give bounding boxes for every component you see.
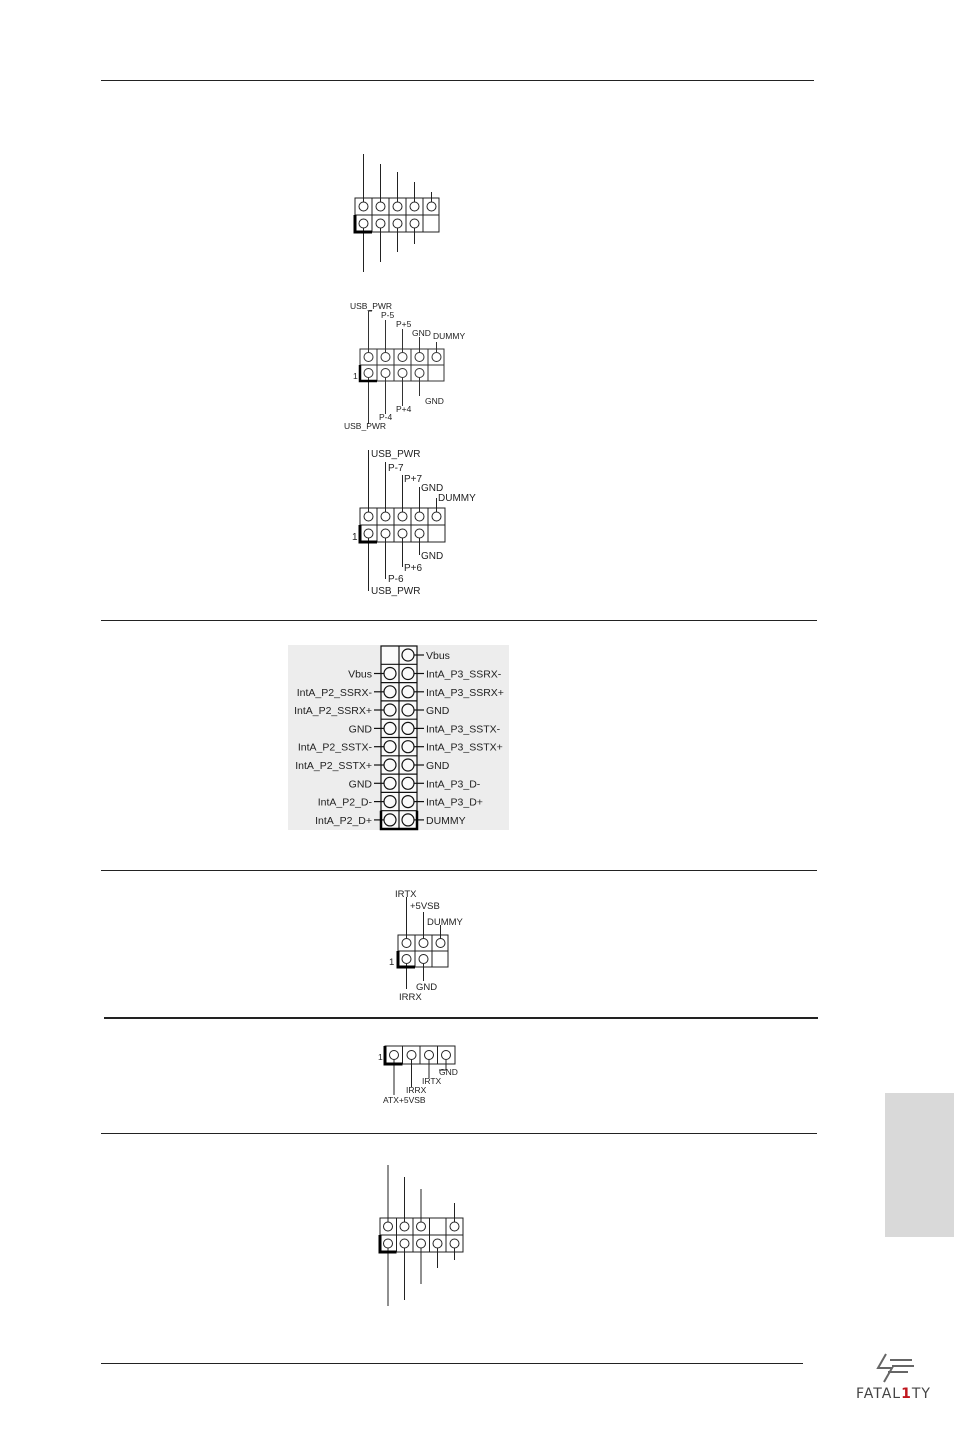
side-tab xyxy=(885,1093,954,1237)
fatal1ty-logo xyxy=(848,1350,938,1410)
section-divider-3 xyxy=(104,1017,818,1019)
cir-label-irtx: IRTX xyxy=(422,1076,442,1086)
usb3-right-label-2: IntA_P3_SSRX- xyxy=(426,668,502,681)
usb3-left-label-9: IntA_P2_D+ xyxy=(315,814,372,827)
usb2c-label-gnd-top: GND xyxy=(421,483,444,494)
usb3-left-label-1: Vbus xyxy=(348,668,372,681)
usb3-left-label-7: GND xyxy=(348,778,372,791)
usb2c-pin1-marker: 1 xyxy=(352,532,358,543)
ir-label-dummy: DUMMY xyxy=(427,917,463,928)
logo-text-highlight: 1 xyxy=(901,1386,912,1402)
usb3-left-label-6: IntA_P2_SSTX+ xyxy=(295,760,372,772)
usb3-right-label-1: Vbus xyxy=(426,650,450,662)
logo-text-before: FATAL xyxy=(856,1386,902,1402)
usb3-left-label-4: GND xyxy=(348,723,372,736)
ir-pin1-marker: 1 xyxy=(389,957,395,968)
usb3-left-label-3: IntA_P2_SSRX+ xyxy=(294,705,372,717)
usb2b-label-gnd-top: GND xyxy=(412,328,431,338)
ir-label-irrx: IRRX xyxy=(399,992,422,1003)
cir-label-gnd: GND xyxy=(439,1067,458,1077)
section-divider-4 xyxy=(101,1133,817,1134)
ir-label-irtx: IRTX xyxy=(395,889,417,900)
usb3-right-label-9: IntA_P3_D+ xyxy=(426,796,483,809)
usb2c-label-dummy: DUMMY xyxy=(438,493,476,504)
section-divider-1 xyxy=(101,620,817,621)
usb3-left-label-2: IntA_P2_SSRX- xyxy=(296,686,372,699)
usb2c-label-p-plus-7: P+7 xyxy=(404,474,423,485)
usb2c-label-usb-pwr-bottom: USB_PWR xyxy=(371,586,421,597)
ir-header-diagram xyxy=(385,885,480,1005)
usb2b-label-p-minus-5: P-5 xyxy=(381,310,395,320)
usb3-right-label-8: IntA_P3_D- xyxy=(426,778,481,791)
cir-header-diagram xyxy=(375,1043,470,1108)
section-divider-2 xyxy=(101,870,817,871)
cir-label-atx-5vsb: ATX+5VSB xyxy=(383,1095,426,1105)
cir-label-irrx: IRRX xyxy=(406,1085,427,1095)
fatal1ty-wordmark xyxy=(856,1386,931,1402)
usb2b-label-usb-pwr-bottom: USB_PWR xyxy=(344,421,387,431)
usb2c-label-p-minus-6: P-6 xyxy=(388,574,404,585)
usb3-left-label-8: IntA_P2_D- xyxy=(317,796,372,809)
usb2c-label-gnd-bottom: GND xyxy=(421,551,444,562)
usb2b-label-dummy: DUMMY xyxy=(433,331,466,341)
usb3-right-label-4: GND xyxy=(426,705,450,717)
usb3-right-label-3: IntA_P3_SSRX+ xyxy=(426,686,504,699)
usb2b-pin1-marker: 1 xyxy=(353,371,358,381)
footer-rule xyxy=(101,1363,803,1364)
usb2b-label-gnd-bottom: GND xyxy=(425,396,444,406)
cir-pin1-marker: 1 xyxy=(378,1052,383,1062)
usb2b-label-p-plus-4: P+4 xyxy=(396,404,412,414)
usb3-right-label-10: DUMMY xyxy=(426,814,466,827)
usb2c-label-p-plus-6: P+6 xyxy=(404,563,423,574)
usb3-header-diagram xyxy=(288,640,513,835)
front-panel-header-diagram xyxy=(370,1160,480,1310)
usb2-header-diagram-b xyxy=(340,296,490,436)
usb2-header-diagram-a xyxy=(340,150,460,280)
fatal1ty-emblem-icon xyxy=(848,1350,938,1386)
header-rule xyxy=(101,80,814,81)
ir-label-5vsb: +5VSB xyxy=(410,901,440,912)
usb2b-label-p-minus-4: P-4 xyxy=(379,412,393,422)
logo-text-after: TY xyxy=(911,1386,931,1402)
usb3-right-label-6: IntA_P3_SSTX+ xyxy=(426,741,503,754)
usb2b-label-p-plus-5: P+5 xyxy=(396,319,412,329)
usb2c-label-usb-pwr-top: USB_PWR xyxy=(371,449,421,460)
usb3-left-label-5: IntA_P2_SSTX- xyxy=(297,741,372,754)
usb3-right-label-5: IntA_P3_SSTX- xyxy=(426,723,501,736)
usb2-header-diagram-c xyxy=(340,445,490,600)
usb3-right-label-7: GND xyxy=(426,760,450,772)
ir-label-gnd: GND xyxy=(416,982,438,993)
usb2b-label-usb-pwr-top: USB_PWR xyxy=(350,301,393,311)
usb2c-label-p-minus-7: P-7 xyxy=(388,463,404,474)
